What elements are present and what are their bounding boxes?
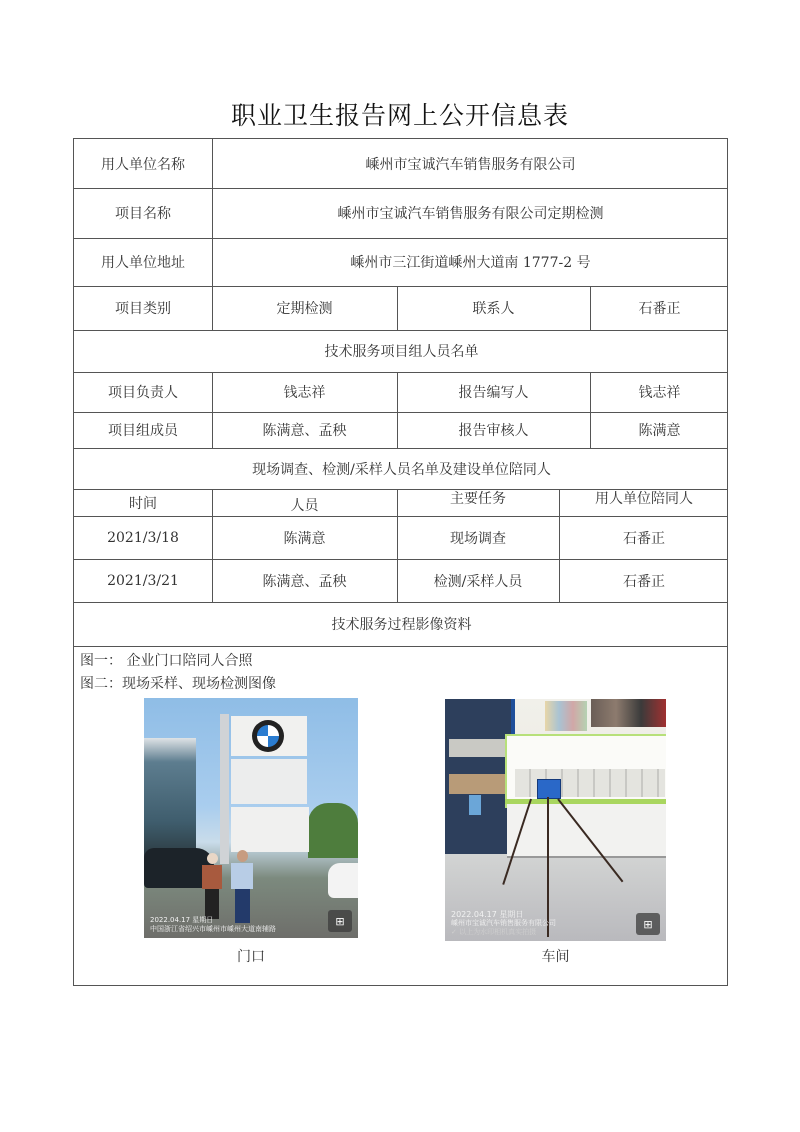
images-section-title: 技术服务过程影像资料 bbox=[331, 617, 472, 633]
sign-panel bbox=[231, 759, 307, 804]
leader-label: 项目负责人 bbox=[108, 385, 178, 401]
schedule-header-task: 主要任务 bbox=[450, 491, 506, 507]
schedule-row-2-task: 检测/采样人员 bbox=[433, 573, 523, 590]
address-label: 用人单位地址 bbox=[101, 255, 185, 271]
watermark-camera-icon: ⊞ bbox=[636, 913, 660, 935]
schedule-row-1-time: 2021/3/18 bbox=[107, 529, 179, 546]
schedule-row-2-personnel: 陈满意、孟秧 bbox=[262, 573, 347, 590]
sign-panel-logo bbox=[231, 716, 307, 756]
photo-caption-entrance: 门口 bbox=[237, 949, 265, 965]
project-name-label: 项目名称 bbox=[115, 206, 171, 222]
car-graphic bbox=[328, 863, 358, 898]
watermark-date: 2022.04.17 星期日 bbox=[451, 910, 524, 919]
photo-entrance bbox=[144, 698, 358, 938]
team-section-title: 技术服务项目组人员名单 bbox=[324, 344, 479, 360]
schedule-row-2-time: 2021/3/21 bbox=[107, 572, 179, 589]
sign-pole bbox=[220, 714, 229, 864]
company-name-value: 嵊州市宝诚汽车销售服务有限公司 bbox=[365, 156, 576, 173]
members-value: 陈满意、孟秧 bbox=[262, 423, 347, 439]
cabinet-graphic bbox=[507, 804, 666, 858]
watermark-location: 嵊州市宝诚汽车销售服务有限公司 bbox=[451, 919, 556, 927]
photo-caption-workshop: 车间 bbox=[541, 949, 570, 965]
reviewer-label: 报告审核人 bbox=[458, 423, 529, 439]
address-value: 嵊州市三江街道嵊州大道南 1777-2 号 bbox=[350, 255, 591, 271]
color-chart-graphic bbox=[545, 701, 587, 731]
sign-panel bbox=[231, 807, 309, 852]
leader-value: 钱志祥 bbox=[283, 385, 326, 401]
photo-watermark bbox=[150, 916, 276, 934]
brand-logo-icon bbox=[252, 720, 284, 752]
schedule-row-1-personnel: 陈满意 bbox=[283, 530, 326, 547]
trees-graphic bbox=[308, 803, 358, 858]
members-label: 项目组成员 bbox=[108, 423, 178, 439]
category-value: 定期检测 bbox=[276, 301, 333, 317]
sampling-instrument-graphic bbox=[537, 779, 561, 799]
color-chart-graphic bbox=[591, 699, 666, 727]
watermark-camera-icon: ⊞ bbox=[328, 910, 352, 932]
document-title: 职业卫生报告网上公开信息表 bbox=[230, 101, 569, 130]
person-woman bbox=[202, 853, 222, 923]
info-table bbox=[73, 138, 728, 986]
schedule-section-title: 现场调查、检测/采样人员名单及建设单位陪同人 bbox=[252, 461, 551, 478]
writer-label: 报告编写人 bbox=[458, 385, 529, 401]
contact-label: 联系人 bbox=[472, 301, 515, 317]
project-name-value: 嵊州市宝诚汽车销售服务有限公司定期检测 bbox=[337, 206, 604, 222]
contact-value: 石番正 bbox=[638, 301, 681, 317]
schedule-header-personnel: 人员 bbox=[290, 497, 319, 514]
company-name-label: 用人单位名称 bbox=[101, 156, 185, 173]
watermark-location: 中国浙江省绍兴市嵊州市嵊州大道南辅路 bbox=[150, 925, 276, 933]
schedule-row-1-escort: 石番正 bbox=[623, 530, 665, 547]
photo-watermark bbox=[451, 910, 556, 937]
watermark-verify: ✓ 以上为水印相机真实拍摄 bbox=[451, 928, 537, 936]
person-man bbox=[231, 850, 253, 926]
figure-note-2: 图二：现场采样、现场检测图像 bbox=[80, 676, 276, 692]
schedule-header-escort: 用人单位陪同人 bbox=[595, 491, 693, 507]
figure-note-1: 图一： 企业门口陪同人合照 bbox=[80, 653, 253, 669]
writer-value: 钱志祥 bbox=[638, 385, 681, 401]
watermark-date: 2022.04.17 星期日 bbox=[150, 916, 214, 924]
reviewer-value: 陈满意 bbox=[638, 423, 681, 439]
schedule-header-time: 时间 bbox=[129, 495, 157, 512]
row-divider bbox=[74, 646, 727, 647]
photo-workshop bbox=[445, 699, 666, 941]
building-graphic bbox=[144, 738, 196, 858]
category-label: 项目类别 bbox=[115, 301, 171, 317]
schedule-row-2-escort: 石番正 bbox=[623, 573, 665, 590]
schedule-row-1-task: 现场调查 bbox=[450, 530, 506, 547]
